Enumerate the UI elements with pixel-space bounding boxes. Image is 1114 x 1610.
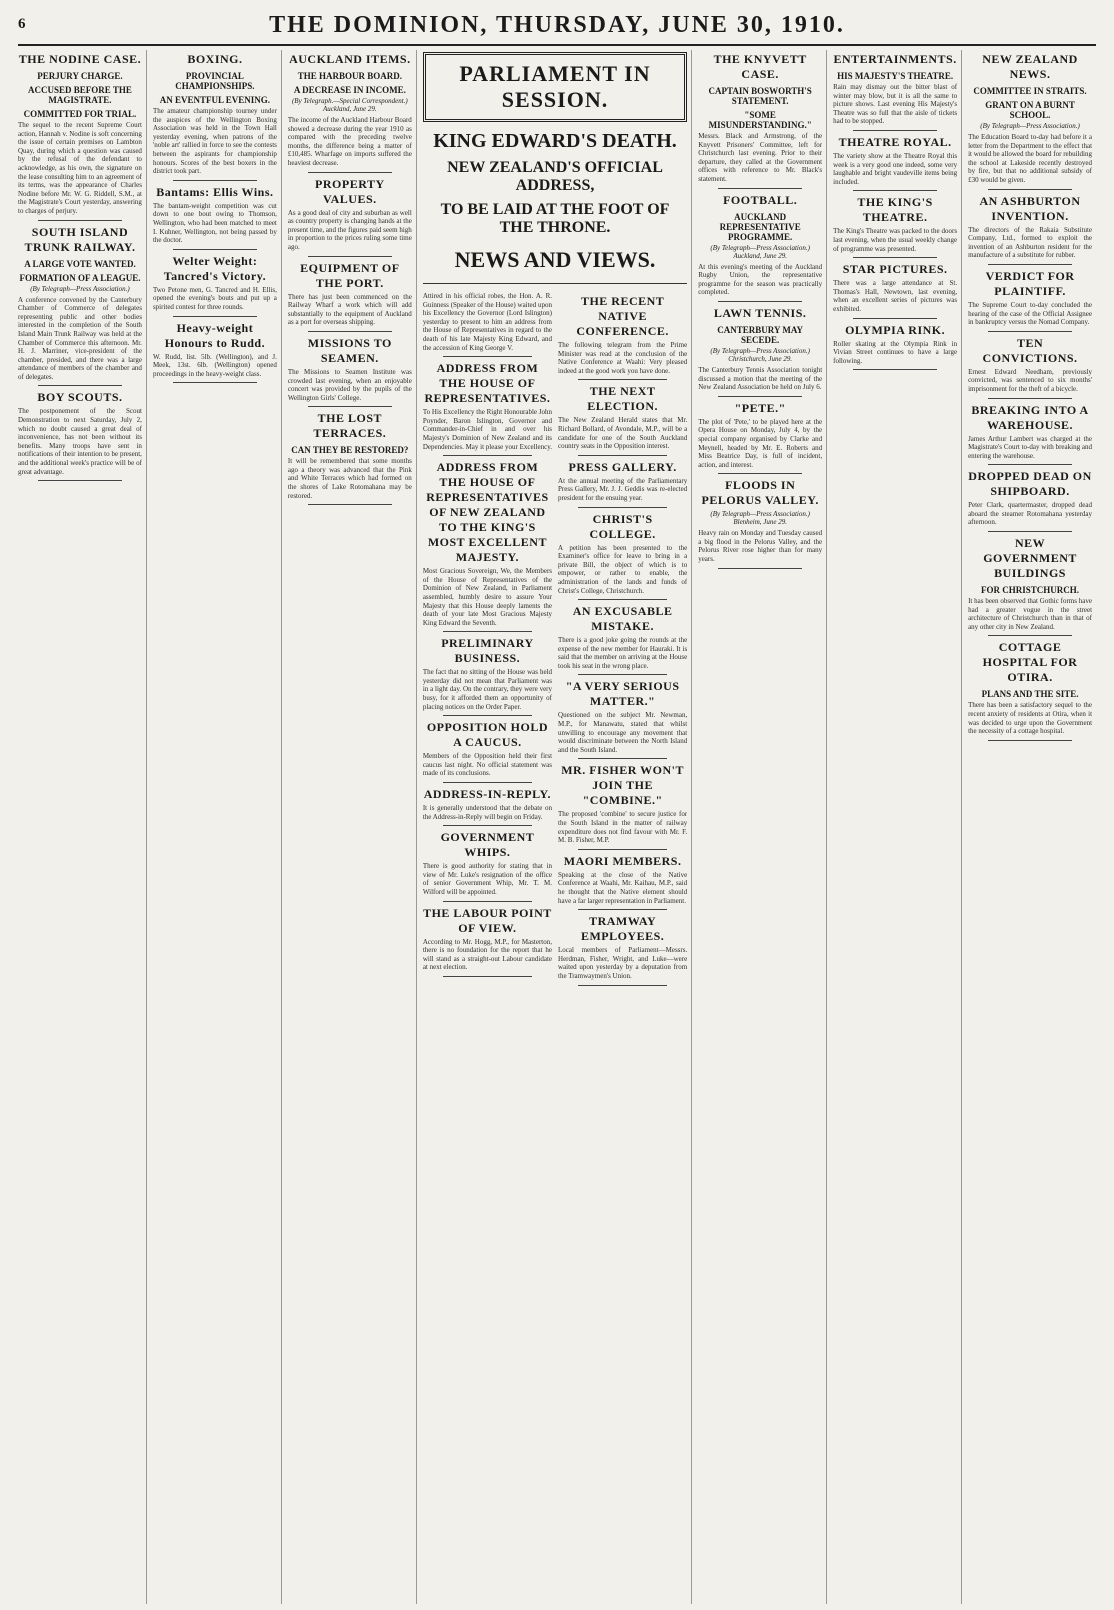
article-headline: THE RECENT NATIVE CONFERENCE. — [576, 294, 669, 338]
article-body: James Arthur Lambert was charged at the Magistrate's Court to-day with breaking and entering the warehouse. — [968, 434, 1093, 460]
article-headline: ENTERTAINMENTS. — [833, 52, 957, 66]
article — [558, 914, 687, 985]
article-headline: LAWN TENNIS. — [713, 305, 807, 320]
article-body: The Supreme Court to-day concluded the hearing of the case of the Official Assignee in bankruptcy versus the Nomad Company. — [968, 300, 1093, 327]
article — [423, 460, 552, 632]
article-divider — [578, 599, 667, 600]
article-body: The variety show at the Theatre Royal this week is a very good one indeed, some very laughable and bright vaudeville items being included. — [833, 151, 958, 186]
article-body: Peter Clark, quartermaster, dropped dead aboard the steamer Rotomahana yesterday afternoon. — [968, 501, 1093, 527]
article-divider — [578, 985, 667, 986]
article — [153, 254, 277, 317]
article — [288, 336, 412, 407]
article-headline: ADDRESS-IN-REPLY. — [423, 787, 552, 802]
article-headline: COTTAGE HOSPITAL FOR OTIRA. — [982, 640, 1078, 685]
article-body: A petition has been presented to the Examiner's office for leave to bring in a private Bill, the object of which is to empower, or rather to enable, the administration of the lands and funds of Christ's College, Christchurch. — [558, 543, 688, 595]
article-divider — [443, 901, 532, 902]
article-body: Rain may dismay out the bitter blast of winter may blow, but it is all the same to picture shows. Last evening His Majesty's Theatre was so full that the aisle of tickets had to be stopped. — [833, 83, 958, 126]
article-headline: PROPERTY VALUES. — [315, 176, 385, 206]
article-body: W. Rudd, list. 5lb. (Wellington), and J. Meek, 13st. 6lb. (Wellington) opened proceedings in the heavy-weight class. — [152, 352, 277, 378]
article — [968, 403, 1092, 466]
article-body: There was a large attendance at St. Thomas's Hall, Newtown, last evening, when an excellent series of pictures was exhibited. — [833, 279, 958, 313]
article-body: Local members of Parliament—Messrs. Herdman, Fisher, Wright, and Luke—were waited upon yesterday by a deputation from the Tramwaymen's Union. — [558, 946, 688, 980]
article-divider — [308, 172, 392, 173]
article-headline: AN ASHBURTON INVENTION. — [979, 193, 1081, 223]
article — [968, 336, 1092, 399]
article-headline: NEW ZEALAND NEWS. — [982, 52, 1078, 81]
article — [698, 401, 822, 475]
article-byline: (By Telegraph—Press Association.) Blenheim, June 29. — [710, 510, 810, 527]
article-headline: MAORI MEMBERS. — [563, 853, 682, 868]
article — [423, 292, 552, 357]
article-subhead: A DECREASE IN INCOME. — [293, 85, 406, 95]
article-divider — [443, 356, 532, 357]
article-body: It will be remembered that some months ago a theory was advanced that the Pink and White Terraces which had formed on the shores of Lake Rotomahana may be restored. — [287, 457, 412, 500]
article — [558, 763, 687, 849]
banner-headline: PARLIAMENT IN SESSION. — [423, 52, 687, 122]
article-divider — [38, 220, 122, 221]
article-headline: GOVERNMENT WHIPS. — [440, 830, 535, 860]
article-headline: Heavy-weight Honours to Rudd. — [164, 320, 266, 350]
parliament-feature — [423, 50, 692, 1604]
article-body: The sequel to the recent Supreme Court action, Hannah v. Nodine is soft concerning the issue of certain premises on Lambton Quay, during which a question was caused by the refusal of the defendant to acknowledge, as his own, the signature on the lease consulting him to an agreement of its terms, was the appearance of Charles Nodine before Mr. W. G. Riddell, S.M., at the Magistrate's Court yesterday, answering to charges of perjury. — [18, 121, 142, 215]
banner-subhead-address: NEW ZEALAND'S OFFICIAL ADDRESS, — [447, 159, 663, 194]
article — [288, 261, 412, 332]
article-divider — [718, 396, 802, 397]
article-headline: DROPPED DEAD ON SHIPBOARD. — [968, 469, 1092, 499]
article — [558, 384, 687, 455]
column-6 — [968, 50, 1096, 1604]
article-subhead: PERJURY CHARGE. — [37, 71, 123, 81]
banner-subhead-throne: TO BE LAID AT THE FOOT OF THE THRONE. — [440, 201, 670, 236]
article-divider — [988, 635, 1072, 636]
article — [698, 52, 822, 189]
article — [698, 306, 822, 397]
article-body: The fact that no sitting of the House was held yesterday did not mean that Parliament was in a light day. On the contrary, they were very busy, for it afforded them an opportunity of placing notices on the Order Paper. — [422, 668, 553, 711]
columns — [18, 50, 1096, 1604]
article-headline: "A VERY SERIOUS MATTER." — [565, 679, 680, 709]
article-headline: CHRIST'S COLLEGE. — [589, 511, 656, 541]
article-subhead: THE HARBOUR BOARD. — [297, 71, 402, 81]
article-subhead: FORMATION OF A LEAGUE. — [19, 272, 141, 283]
article — [833, 262, 957, 318]
article-headline: THEATRE ROYAL. — [838, 134, 952, 149]
article-headline: PRESS GALLERY. — [568, 459, 677, 474]
article-subhead: ACCUSED BEFORE THE MAGISTRATE. — [28, 85, 132, 105]
article-divider — [443, 825, 532, 826]
article-body: The King's Theatre was packed to the doors last evening, when the usual weekly change of programme was presented. — [833, 227, 958, 253]
article-divider — [38, 480, 122, 481]
article-body: The income of the Auckland Harbour Board showed a decrease during the year 1910 as compared with the preceding twelve months, the difference being a matter of £10,485. Wharfage on imports suffered the heaviest decrease. — [287, 116, 412, 167]
article — [423, 361, 552, 456]
article-headline: AUCKLAND ITEMS. — [289, 52, 411, 66]
article-body: There is good authority for stating that in view of Mr. Luke's resignation of the office of senior Government Whip, Mr. T. M. Wilford will be appointed. — [422, 862, 553, 896]
article-divider — [988, 189, 1072, 190]
article — [968, 269, 1092, 332]
article — [558, 294, 687, 380]
article-divider — [853, 130, 937, 131]
article-divider — [988, 331, 1072, 332]
article-subhead: CAPTAIN BOSWORTH'S STATEMENT. — [708, 86, 812, 106]
article-body: According to Mr. Hogg, M.P., for Masterton, there is no foundation for the report that he will stand as a straight-out Labour candidate at next election. — [422, 937, 553, 972]
article-divider — [853, 257, 937, 258]
article-headline: BOY SCOUTS. — [37, 390, 123, 405]
article-divider — [853, 318, 937, 319]
article-body: The following telegram from the Prime Minister was read at the conclusion of the Native Conference at Waahi: Very pleased indeed at the good work you have done. — [558, 341, 688, 375]
article-byline: (By Telegraph—Press Association.) — [980, 122, 1080, 130]
article-subhead: AN EVENTFUL EVENING. — [159, 95, 271, 105]
article-body: Speaking at the close of the Native Conference at Waahi, Mr. Kaihau, M.P., said he thought that the Native element should have a far larger representation in Parliament. — [558, 870, 688, 905]
feature-banner — [423, 52, 687, 284]
article-divider — [578, 758, 667, 759]
article-body: Roller skating at the Olympia Rink in Vivian Street continues to have a large following. — [833, 339, 958, 365]
article-headline: FOOTBALL. — [723, 192, 798, 207]
article-body: To His Excellency the Right Honourable John Poynder, Baron Islington, Governor and Commander-in-Chief in and over his Majesty's Dominion of New Zealand and its Dependencies. May it please your Excellency. — [422, 408, 553, 451]
article-divider — [443, 782, 532, 783]
column-2 — [153, 50, 282, 1604]
article-headline: "PETE." — [734, 400, 786, 415]
article-body: The plot of 'Pete,' to be played here at the Opera House on Monday, July 4, by the special company organised by Clarke and Meynell, headed by Mr. E. Roberts and Miss Beatrice Day, is full of incident, action, and interest. — [698, 417, 823, 469]
article-body: Heavy rain on Monday and Tuesday caused a big flood in the Pelorus Valley, and the Pelorus River rose higher than for many years. — [698, 529, 823, 564]
article-divider — [308, 331, 392, 332]
article-body: The Education Board to-day had before it a letter from the Department to the effect that it would be allowed the board for rebuilding the school at Lakeside recently destroyed by fire, but that no additional subsidy of £30 would be given. — [968, 133, 1093, 184]
article-body: Messrs. Black and Armstrong, of the Knyvett Prisoners' Committee, left for Christchurch last evening. Prior to their departure, they called at the Government offices with reference to Mr. Black's statement. — [698, 132, 823, 183]
article-subhead: FOR CHRISTCHURCH. — [981, 585, 1080, 596]
article-headline: OPPOSITION HOLD A CAUCUS. — [426, 720, 548, 750]
article — [423, 720, 552, 783]
article — [558, 679, 687, 759]
article — [423, 636, 552, 716]
article-divider — [578, 674, 667, 675]
article-divider — [308, 504, 392, 505]
article-body: Most Gracious Sovereign, We, the Members of the House of Representatives of the Dominion of New Zealand, in Parliament assembled, humbly desire to assure Your Majesty that this House deeply laments the death of your late Most Gracious Majesty King Edward the Seventh. — [422, 567, 553, 627]
article-divider — [853, 190, 937, 191]
article — [698, 478, 822, 568]
article-headline: THE NEXT ELECTION. — [587, 384, 659, 414]
article-body: Attired in his official robes, the Hon. A. R. Guinness (Speaker of the House) waited upon his Excellency the Governor (Lord Islington) yesterday to present to him an address from the House of Representatives in regard to the death of his late Majesty King Edward, and the accession of King George V. — [422, 292, 553, 352]
article-divider — [443, 631, 532, 632]
article-divider — [173, 316, 257, 317]
article-subhead: COMMITTED FOR TRIAL. — [23, 109, 137, 119]
article-headline: SOUTH ISLAND TRUNK RAILWAY. — [24, 224, 136, 254]
article-subhead: PLANS AND THE SITE. — [981, 689, 1079, 700]
article-subhead: "SOME MISUNDERSTANDING." — [708, 110, 812, 130]
article-body: As a good deal of city and suburban as well as country property is changing hands at the present time, and the figures paid seem high in proportion to the prices ruling some time ago. — [287, 208, 412, 251]
banner-subhead-king: KING EDWARD'S DEATH. — [433, 130, 677, 152]
article-divider — [718, 188, 802, 189]
article-body: There is a good joke going the rounds at the expense of the new member for Hauraki. It is said that the member on arriving at the House took his seat in the wrong place. — [558, 636, 688, 670]
article-headline: NEW GOVERNMENT BUILDINGS — [983, 536, 1077, 581]
article-headline: Welter Weight: Tancred's Victory. — [163, 253, 267, 283]
article-subhead: AUCKLAND REPRESENTATIVE PROGRAMME. — [719, 211, 801, 242]
article-body: There has been a satisfactory sequel to the recent anxiety of residents at Otira, when it was decided to urge upon the Government the necessity of a cottage hospital. — [968, 701, 1093, 736]
article-headline: ADDRESS FROM THE HOUSE OF REPRESENTATIVES. — [424, 361, 551, 406]
article-divider — [718, 568, 802, 569]
article-headline: THE NODINE CASE. — [18, 52, 142, 66]
article — [833, 323, 957, 371]
article — [423, 787, 552, 826]
article — [968, 640, 1092, 740]
article-headline: THE KNYVETT CASE. — [713, 52, 807, 81]
article-body: Ernest Edward Needham, previously convicted, was sentenced to six months' imprisonment for the theft of a bicycle. — [968, 367, 1093, 393]
article-headline: TEN CONVICTIONS. — [982, 335, 1078, 365]
article — [153, 321, 277, 384]
article-divider — [988, 464, 1072, 465]
article-body: Members of the Opposition held their first caucus last night. No official statement was made of its conclusions. — [422, 752, 553, 778]
article-divider — [718, 301, 802, 302]
article — [423, 830, 552, 901]
article-headline: AN EXCUSABLE MISTAKE. — [572, 604, 673, 634]
article-body: At this evening's meeting of the Auckland Rugby Union, the representative programme for the season was practically completed. — [698, 262, 823, 297]
feature-column-left — [423, 292, 552, 990]
article-headline: MISSIONS TO SEAMEN. — [307, 335, 392, 365]
article-body: The New Zealand Herald states that Mr. Richard Bollard, of Avondale, M.P., will be a candidate for one of the South Auckland country seats in the Opposition interest. — [558, 416, 688, 451]
article — [558, 460, 687, 508]
article-headline: ADDRESS FROM THE HOUSE OF REPRESENTATIVES OF NEW ZEALAND TO THE KING'S MOST EXCELLENT MAJESTY. — [426, 460, 549, 565]
article — [698, 193, 822, 302]
article-body: At the annual meeting of the Parliamentary Press Gallery, Mr. J. J. Geddis was re-elected president for the ensuing year. — [558, 476, 688, 502]
article-divider — [988, 264, 1072, 265]
article-body: It has been observed that Gothic forms have had a greater vogue in the street architecture of Christchurch than in that of any other city in New Zealand. — [968, 597, 1093, 631]
article — [18, 390, 142, 481]
article-divider — [308, 406, 392, 407]
article-divider — [173, 382, 257, 383]
article-body: The proposed 'combine' to secure justice for the South Island in the matter of railway expenditure does not find favour with Mr. F. M. B. Fisher, M.P. — [558, 810, 688, 845]
article-body: There has just been commenced on the Railway Wharf a work which will add substantially to the equipment of Auckland as a port for overseas shipping. — [287, 292, 412, 327]
column-4 — [698, 50, 827, 1604]
article-byline: (By Telegraph—Press Association.) Christchurch, June 29. — [710, 346, 810, 363]
article-divider — [988, 531, 1072, 532]
article-divider — [173, 180, 257, 181]
article-headline: THE LOST TERRACES. — [313, 411, 387, 441]
article-divider — [443, 715, 532, 716]
article-headline: PRELIMINARY BUSINESS. — [441, 636, 534, 666]
feature-columns — [423, 292, 687, 990]
article-body: Two Petone men, G. Tancred and H. Ellis, opened the evening's bouts and put up a spirited contest for three rounds. — [152, 285, 277, 311]
article-headline: FLOODS IN PELORUS VALLEY. — [701, 478, 819, 508]
article-subhead: COMMITTEE IN STRAITS. — [973, 86, 1087, 96]
article — [558, 854, 687, 910]
article-subhead: A LARGE VOTE WANTED. — [24, 258, 136, 269]
article — [558, 512, 687, 601]
page-number: 6 — [18, 16, 26, 32]
article-headline: THE KING'S THEATRE. — [857, 195, 933, 225]
article-body: The directors of the Rakaia Substitute Company, Ltd., formed to exploit the invention of an Ashburton resident for the manufacture of a substitute for rubber. — [968, 225, 1093, 260]
article-byline: (By Telegraph.—Special Correspondent.) Auckland, June 29. — [291, 97, 408, 113]
article — [288, 411, 412, 505]
article-body: Questioned on the subject Mr. Newman, M.P., for Manawatu, stated that whilst unwilling to encourage any movement that would discriminate between the North Island and the South Island. — [558, 711, 688, 754]
article-body: The amateur championship tourney under the auspices of the Wellington Boxing Association was held in the Town Hall yesterday evening, when patrons of the 'noble art' rallied in force to see the contests between the aspirants for championship honours. Scores of the best boxers in the district took part. — [152, 107, 277, 176]
article — [833, 195, 957, 258]
article — [288, 177, 412, 257]
article-subhead: CAN THEY BE RESTORED? — [291, 445, 409, 456]
article — [833, 135, 957, 191]
article — [288, 52, 412, 173]
article-headline: STAR PICTURES. — [842, 262, 948, 277]
article-subhead: HIS MAJESTY'S THEATRE. — [837, 71, 954, 81]
article-subhead: CANTERBURY MAY SECEDE. — [717, 324, 804, 345]
article — [968, 52, 1092, 190]
masthead — [18, 8, 1096, 46]
article-headline: OLYMPIA RINK. — [845, 322, 946, 337]
article-headline: THE LABOUR POINT OF VIEW. — [423, 905, 552, 935]
article — [423, 906, 552, 977]
article-divider — [578, 379, 667, 380]
feature-column-right — [558, 292, 687, 990]
article-divider — [853, 369, 937, 370]
article-divider — [308, 256, 392, 257]
article — [968, 469, 1092, 532]
article-headline: BOXING. — [187, 52, 243, 66]
article-body: It is generally understood that the debate on the Address-in-Reply will begin on Friday. — [422, 804, 553, 821]
article-byline: (By Telegraph—Press Association.) Auckland, June 29. — [710, 243, 810, 260]
article-divider — [578, 507, 667, 508]
article-divider — [578, 455, 667, 456]
article-headline: TRAMWAY EMPLOYEES. — [580, 914, 665, 944]
article — [153, 52, 277, 181]
article-headline: VERDICT FOR PLAINTIFF. — [985, 268, 1075, 298]
article-divider — [38, 385, 122, 386]
article-headline: BREAKING INTO A WAREHOUSE. — [971, 402, 1089, 432]
article — [833, 52, 957, 131]
article — [18, 52, 142, 221]
article-byline: (By Telegraph—Press Association.) — [30, 284, 130, 293]
article-body: The Canterbury Tennis Association tonight discussed a motion that the meeting of the New Zealand Association be held on July 6. — [698, 365, 823, 392]
column-1 — [18, 50, 147, 1604]
article-headline: MR. FISHER WON'T JOIN THE "COMBINE." — [561, 763, 685, 808]
article-divider — [443, 455, 532, 456]
article-subhead: GRANT ON A BURNT SCHOOL. — [985, 100, 1075, 120]
article-headline: Bantams: Ellis Wins. — [156, 184, 274, 199]
article — [558, 604, 687, 675]
article-divider — [988, 740, 1072, 741]
newspaper-title: THE DOMINION, THURSDAY, JUNE 30, 1910. — [269, 12, 845, 38]
article — [153, 185, 277, 250]
article-body: The postponement of the Scout Demonstration to next Saturday, July 2, which no doubt caused a great deal of inconvenience, has not been without its benefits. Many troops have sent in notifications of their intention to be present, and the additional week's practice will be of great advantage. — [18, 407, 142, 476]
article — [968, 536, 1092, 636]
article — [18, 225, 142, 387]
article-body: A conference convened by the Canterbury Chamber of Commerce of delegates representing public and other bodies interested in the completion of the South Island Main Trunk Railway was held at the Chamber of Commerce this afternoon. Mr. H. J. Marriner, vice-president of the chamber, presided, and there was a large attendance of members of the chamber and of delegates. — [18, 295, 142, 381]
article-divider — [578, 849, 667, 850]
article-divider — [988, 398, 1072, 399]
article — [968, 194, 1092, 265]
article-subhead: PROVINCIAL CHAMPIONSHIPS. — [175, 71, 255, 91]
article-headline: EQUIPMENT OF THE PORT. — [300, 260, 400, 290]
article-divider — [173, 249, 257, 250]
banner-subhead-news: NEWS AND VIEWS. — [454, 247, 656, 272]
column-5 — [833, 50, 962, 1604]
article-body: The bantam-weight competition was cut down to one bout owing to Thomson, Wellington, who had been matched to meet I. Kuhner, Wellington, not being passed by the doctor. — [152, 201, 277, 245]
article-body: The Missions to Seamen Institute was crowded last evening, when an enjoyable concert was provided by the pupils of the Wellington Girls' College. — [287, 367, 412, 402]
column-3 — [288, 50, 417, 1604]
article-divider — [578, 909, 667, 910]
article-divider — [443, 976, 532, 977]
article-divider — [718, 473, 802, 474]
